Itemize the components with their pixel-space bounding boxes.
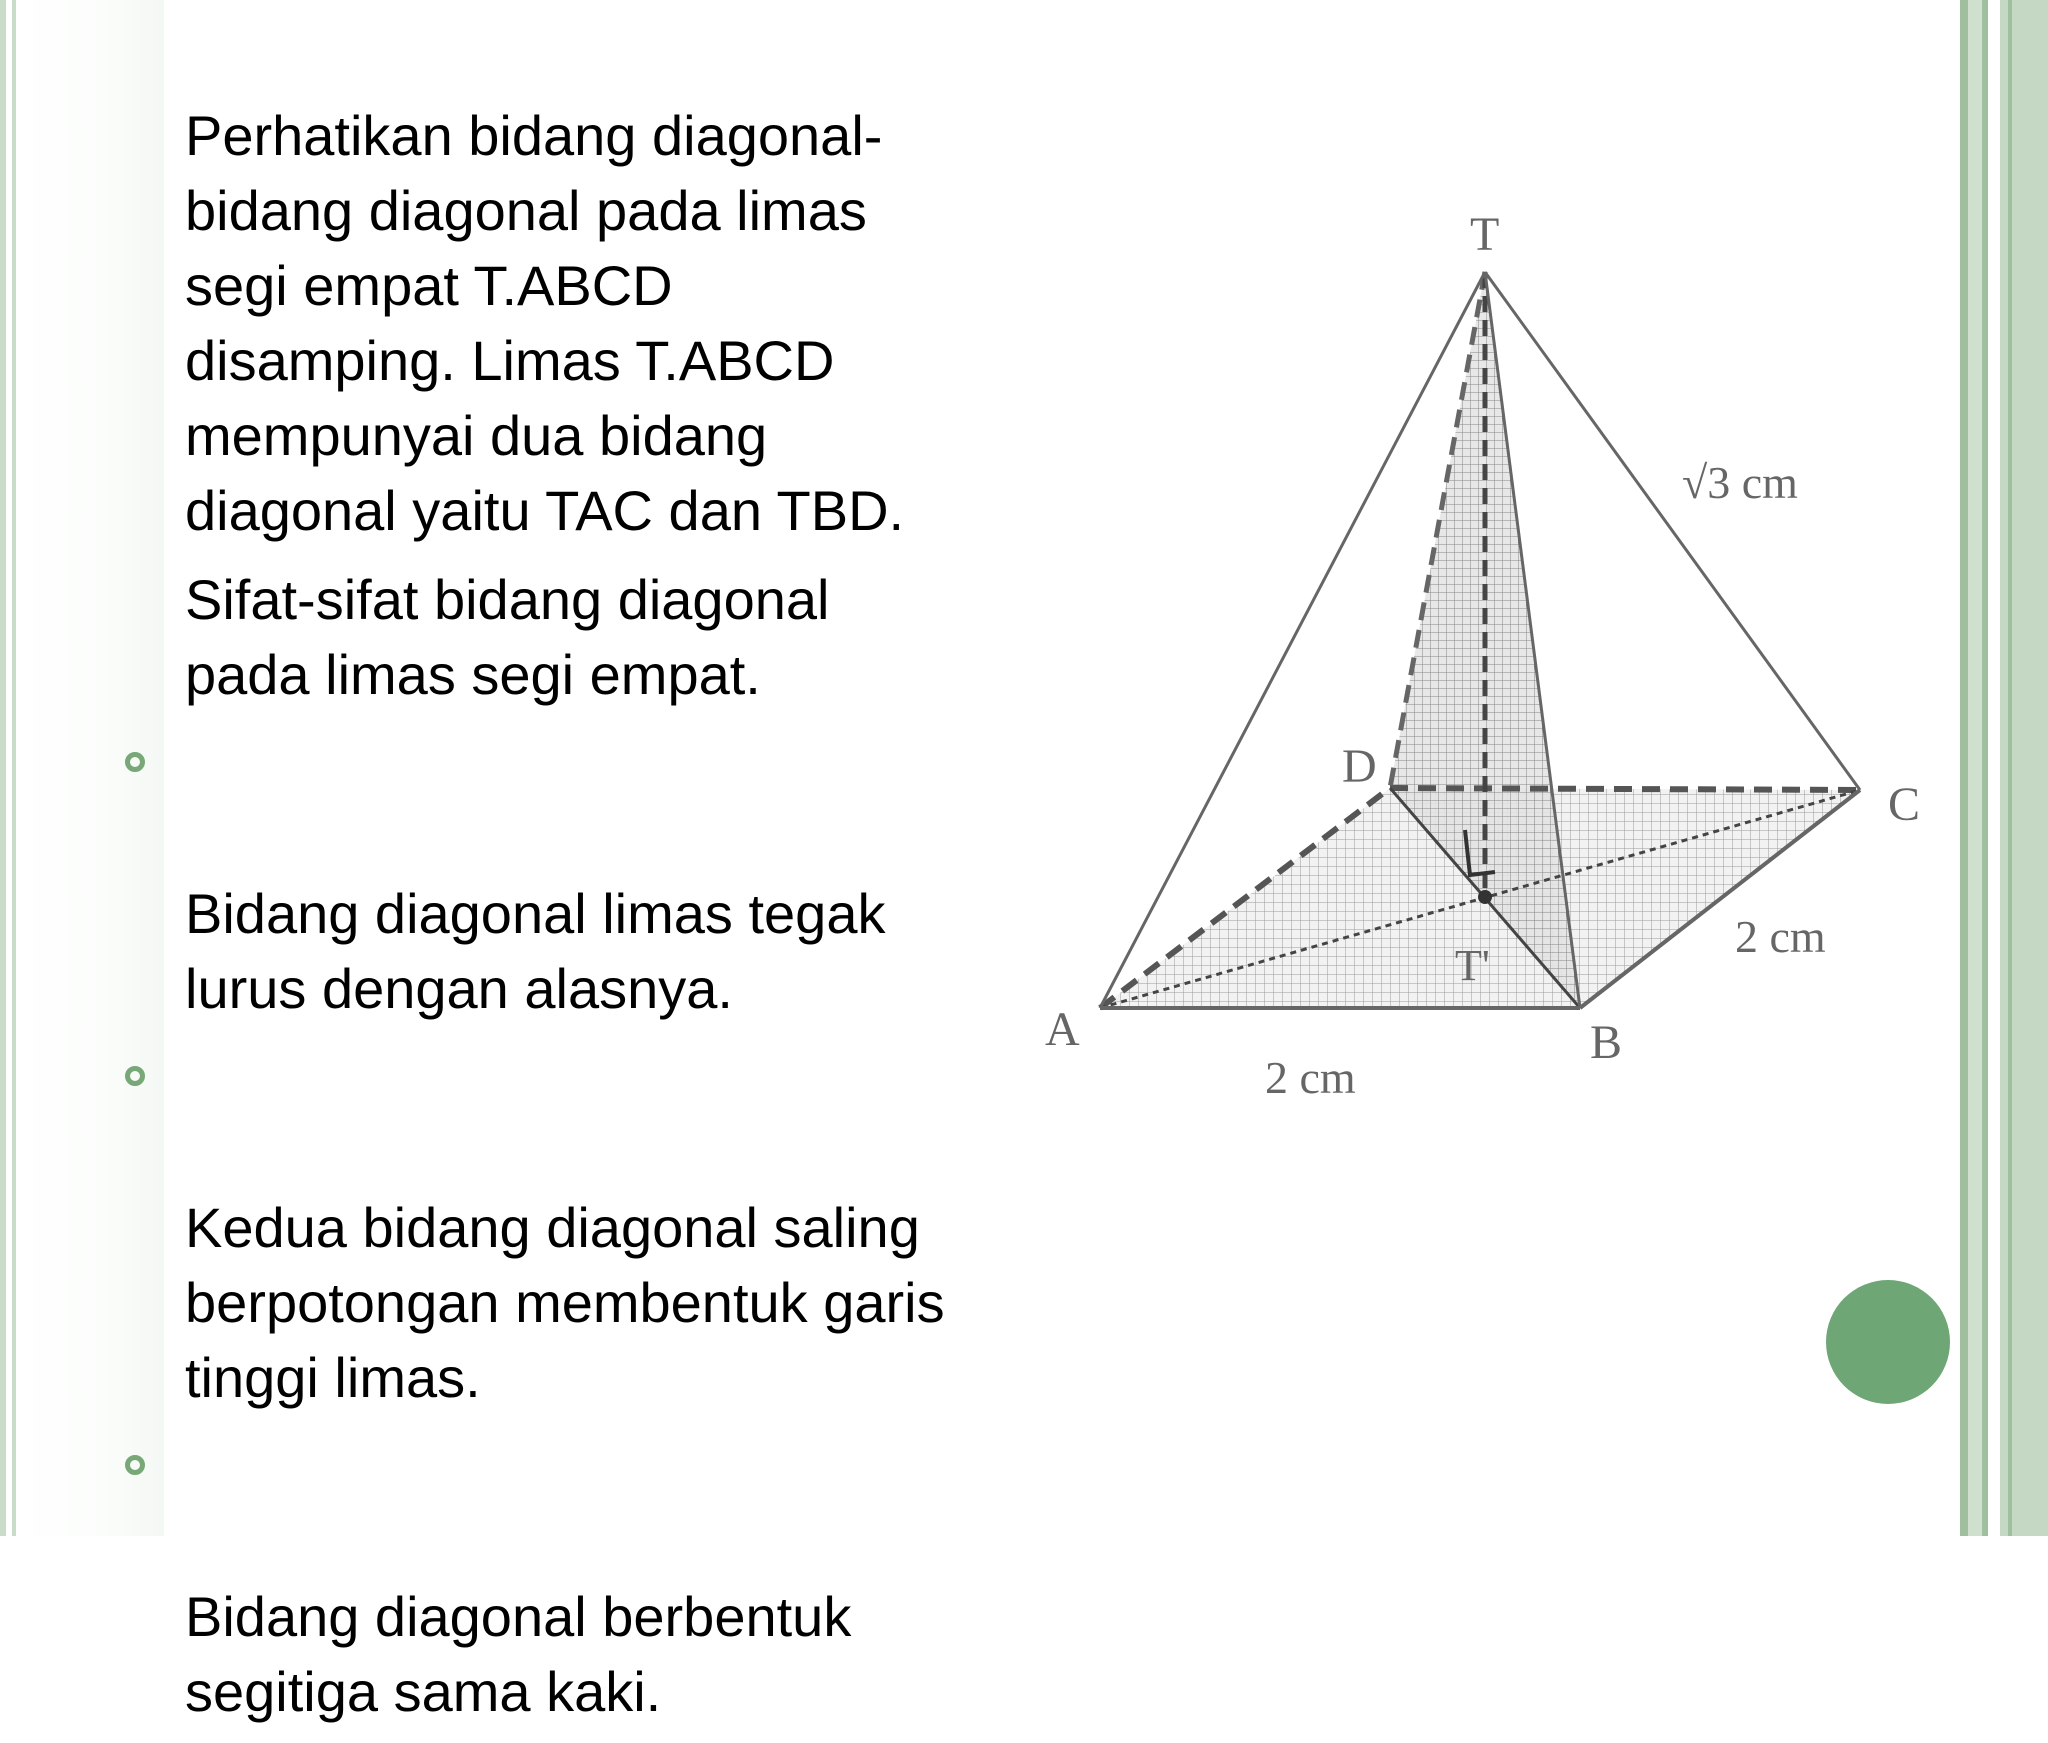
label-t-prime: T' (1455, 941, 1490, 990)
pyramid-figure (1030, 200, 1960, 1140)
label-edge-tc: √3 cm (1682, 457, 1798, 508)
bullet-item (185, 726, 1065, 1026)
slide-body (185, 98, 1065, 1743)
edge-dc-hidden (1390, 788, 1860, 790)
label-t: T (1470, 208, 1500, 261)
label-c: C (1888, 778, 1921, 831)
bullet-text: Bidang diagonal berbentuk segitiga sama kaki. (185, 1585, 852, 1723)
bullet-circle-icon (125, 1066, 145, 1086)
decorative-green-circle (1826, 1280, 1950, 1404)
right-frame-stripe (1968, 0, 1982, 1536)
bullet-text: Bidang diagonal limas tegak lurus dengan alasnya. (185, 882, 886, 1020)
intro-paragraph: Perhatikan bidang diagonal- bidang diagonal pada limas segi empat T.ABCD disamping. Limas T.ABCD mempunyai dua bidang diagonal yaitu TAC dan TBD. (185, 104, 905, 542)
bullet-item (185, 1429, 1065, 1729)
bullet-circle-icon (125, 1455, 145, 1475)
right-frame-stripe (1960, 0, 1968, 1536)
bullet-text: Kedua bidang diagonal saling berpotongan membentuk garis tinggi limas. (185, 1196, 945, 1409)
point-t-prime (1478, 890, 1492, 904)
label-edge-bc: 2 cm (1735, 911, 1826, 962)
properties-heading: Sifat-sifat bidang diagonal pada limas segi empat. (185, 568, 830, 706)
bullet-item (185, 1040, 1065, 1415)
label-b: B (1590, 1016, 1623, 1069)
right-frame-gap (1988, 0, 2000, 1536)
label-edge-ab: 2 cm (1265, 1052, 1356, 1103)
left-border-line (0, 0, 6, 1536)
bullet-circle-icon (125, 752, 145, 772)
label-d: D (1342, 740, 1377, 793)
right-frame-stripe (2008, 0, 2012, 1536)
label-a: A (1045, 1003, 1080, 1056)
